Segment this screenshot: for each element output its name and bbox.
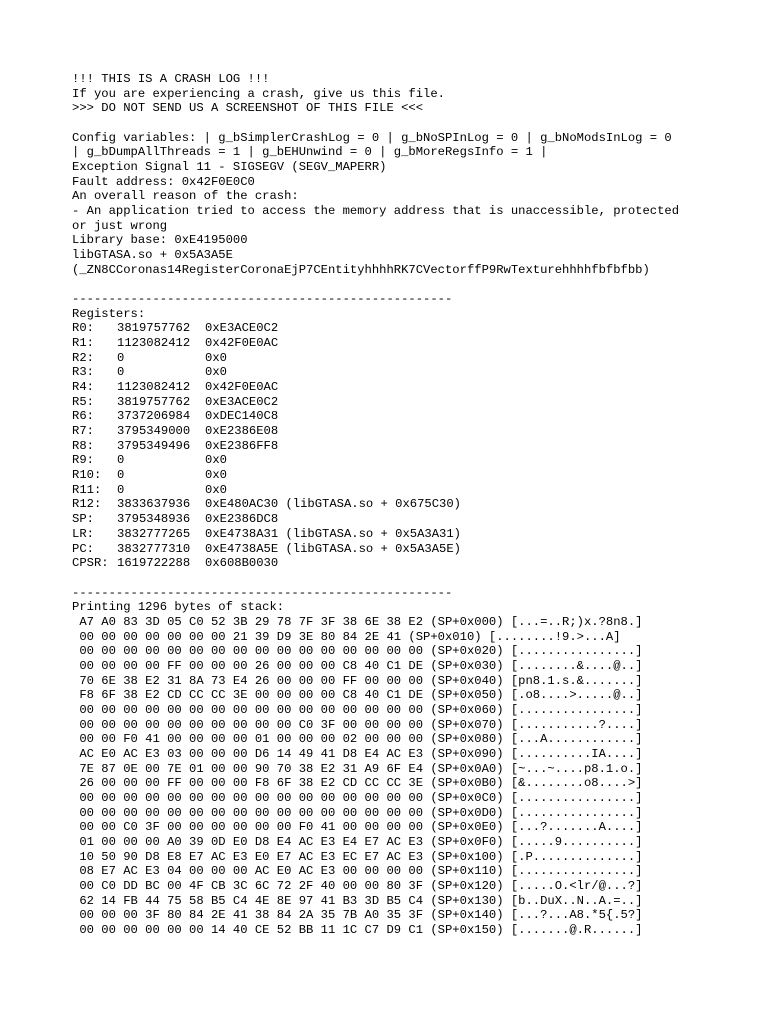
register-decimal-value: 3819757762: [117, 394, 191, 409]
register-hex-value: 0xE4738A31 (libGTASA.so + 0x5A3A31): [205, 526, 461, 541]
register-decimal-value: 0: [117, 350, 125, 365]
stack-dump-row: 00 00 00 00 00 00 00 00 00 00 00 00 00 00 00 00 (SP+0x060) [................]: [72, 702, 643, 717]
stack-dump-row: 08 E7 AC E3 04 00 00 00 AC E0 AC E3 00 00 00 00 (SP+0x110) [................]: [72, 864, 643, 879]
stack-title: Printing 1296 bytes of stack:: [72, 600, 285, 615]
register-decimal-value: 3832777310: [117, 541, 191, 556]
register-name: LR:: [72, 526, 94, 541]
exception-signal: Exception Signal 11 - SIGSEGV (SEGV_MAPERR): [72, 160, 387, 175]
register-decimal-value: 1619722288: [117, 556, 191, 571]
register-name: R11:: [72, 482, 102, 497]
register-decimal-value: 3737206984: [117, 409, 191, 424]
register-row: [72, 395, 762, 410]
register-name: R8:: [72, 438, 94, 453]
register-name: R0:: [72, 321, 94, 336]
register-hex-value: 0xE480AC30 (libGTASA.so + 0x675C30): [205, 497, 461, 512]
register-row: [72, 556, 762, 571]
stack-dump-row: 70 6E 38 E2 31 8A 73 E4 26 00 00 00 FF 00 00 00 (SP+0x040) [pn8.1.s.&.......]: [72, 673, 643, 688]
spacer: [72, 571, 762, 586]
register-row: [72, 336, 762, 351]
section-divider: ----------------------------------------------------: [72, 585, 453, 600]
crash-log-banner: !!! THIS IS A CRASH LOG !!!: [72, 72, 270, 86]
section-divider: ----------------------------------------------------: [72, 292, 453, 307]
register-name: R10:: [72, 468, 102, 483]
stack-dump: [72, 615, 762, 938]
register-decimal-value: 3833637936: [117, 497, 191, 512]
stack-dump-row: AC E0 AC E3 03 00 00 00 D6 14 49 41 D8 E4 AC E3 (SP+0x090) [..........IA....]: [72, 746, 643, 761]
register-hex-value: 0x42F0E0AC: [205, 380, 279, 395]
crash-reason-line2: or just wrong: [72, 218, 168, 233]
register-decimal-value: 1123082412: [117, 336, 191, 351]
register-row: [72, 321, 762, 336]
crash-reason-line1: - An application tried to access the memory address that is unaccessible, protected: [72, 204, 680, 219]
crash-log-document: [72, 72, 762, 938]
register-hex-value: 0xE4738A5E (libGTASA.so + 0x5A3A5E): [205, 541, 461, 556]
stack-dump-row: 62 14 FB 44 75 58 B5 C4 4E 8E 97 41 B3 3D B5 C4 (SP+0x130) [b..DuX..N..A.=..]: [72, 893, 643, 908]
register-hex-value: 0x0: [205, 482, 227, 497]
stack-dump-row: 00 00 00 00 00 00 00 00 00 00 00 00 00 00 00 00 (SP+0x0D0) [................]: [72, 805, 643, 820]
register-hex-value: 0xE3ACE0C2: [205, 394, 279, 409]
stack-dump-row: 00 00 00 00 00 00 00 21 39 D9 3E 80 84 2E 41 (SP+0x010) [........!9.>...A]: [72, 629, 621, 644]
register-row: [72, 512, 762, 527]
register-hex-value: 0x0: [205, 365, 227, 380]
config-variables-line2: | g_bDumpAllThreads = 1 | g_bEHUnwind = 0 | g_bMoreRegsInfo = 1 |: [72, 145, 548, 160]
register-decimal-value: 0: [117, 482, 125, 497]
stack-dump-row: 00 00 00 00 00 00 00 00 00 00 C0 3F 00 00 00 00 (SP+0x070) [...........?....]: [72, 717, 643, 732]
crash-reason-title: An overall reason of the crash:: [72, 189, 299, 204]
registers-list: [72, 321, 762, 570]
stack-dump-row: 26 00 00 00 FF 00 00 00 F8 6F 38 E2 CD CC CC 3E (SP+0x0B0) [&........o8....>]: [72, 776, 643, 791]
register-row: [72, 497, 762, 512]
register-decimal-value: 3795348936: [117, 512, 191, 527]
screenshot-warning: >>> DO NOT SEND US A SCREENSHOT OF THIS FILE <<<: [72, 101, 424, 116]
stack-dump-row: 00 00 00 00 00 00 00 00 00 00 00 00 00 00 00 00 (SP+0x020) [................]: [72, 644, 643, 659]
register-decimal-value: 3795349000: [117, 424, 191, 439]
register-name: SP:: [72, 512, 94, 527]
library-base: Library base: 0xE4195000: [72, 233, 248, 248]
stack-dump-row: 00 00 00 3F 80 84 2E 41 38 84 2A 35 7B A0 35 3F (SP+0x140) [...?...A8.*5{.5?]: [72, 908, 643, 923]
stack-dump-row: F8 6F 38 E2 CD CC CC 3E 00 00 00 00 C8 40 C1 DE (SP+0x050) [.o8....>.....@..]: [72, 688, 643, 703]
register-hex-value: 0x0: [205, 350, 227, 365]
register-decimal-value: 3819757762: [117, 321, 191, 336]
crash-symbol: (_ZN8CCoronas14RegisterCoronaEjP7CEntityhhhhRK7CVectorffP9RwTexturehhhhfbfbfbb): [72, 262, 650, 277]
stack-dump-row: 00 00 F0 41 00 00 00 00 01 00 00 00 02 00 00 00 (SP+0x080) [...A............]: [72, 732, 643, 747]
register-row: [72, 527, 762, 542]
register-row: [72, 365, 762, 380]
register-row: [72, 380, 762, 395]
register-name: R7:: [72, 424, 94, 439]
config-variables-line1: Config variables: | g_bSimplerCrashLog = 0 | g_bNoSPInLog = 0 | g_bNoModsInLog = 0: [72, 130, 672, 145]
spacer: [72, 116, 762, 131]
register-decimal-value: 3795349496: [117, 438, 191, 453]
crash-instructions: If you are experiencing a crash, give us this file.: [72, 86, 445, 101]
register-hex-value: 0xE3ACE0C2: [205, 321, 279, 336]
stack-dump-row: 7E 87 0E 00 7E 01 00 00 90 70 38 E2 31 A9 6F E4 (SP+0x0A0) [~...~....p8.1.o.]: [72, 761, 643, 776]
stack-dump-row: 00 00 00 00 00 00 14 40 CE 52 BB 11 1C C7 D9 C1 (SP+0x150) [.......@.R......]: [72, 922, 643, 937]
register-decimal-value: 3832777265: [117, 526, 191, 541]
register-row: [72, 351, 762, 366]
register-name: R5:: [72, 394, 94, 409]
library-offset: libGTASA.so + 0x5A3A5E: [72, 248, 233, 263]
registers-title: Registers:: [72, 306, 146, 321]
register-row: [72, 453, 762, 468]
register-hex-value: 0x0: [205, 453, 227, 468]
stack-dump-row: 00 00 00 00 00 00 00 00 00 00 00 00 00 00 00 00 (SP+0x0C0) [................]: [72, 790, 643, 805]
spacer: [72, 277, 762, 292]
register-decimal-value: 1123082412: [117, 380, 191, 395]
register-name: R1:: [72, 336, 94, 351]
stack-dump-row: A7 A0 83 3D 05 C0 52 3B 29 78 7F 3F 38 6E 38 E2 (SP+0x000) [...=..R;)x.?8n8.]: [72, 614, 643, 629]
register-row: [72, 439, 762, 454]
register-decimal-value: 0: [117, 468, 125, 483]
register-hex-value: 0xDEC140C8: [205, 409, 279, 424]
register-hex-value: 0xE2386FF8: [205, 438, 279, 453]
register-row: [72, 424, 762, 439]
stack-dump-row: 00 00 00 00 FF 00 00 00 26 00 00 00 C8 40 C1 DE (SP+0x030) [........&....@..]: [72, 658, 643, 673]
register-hex-value: 0x0: [205, 468, 227, 483]
register-name: R12:: [72, 497, 102, 512]
register-row: [72, 468, 762, 483]
stack-dump-row: 00 C0 DD BC 00 4F CB 3C 6C 72 2F 40 00 00 80 3F (SP+0x120) [.....O.<lr/@...?]: [72, 878, 643, 893]
register-hex-value: 0xE2386E08: [205, 424, 279, 439]
stack-dump-row: 01 00 00 00 A0 39 0D E0 D8 E4 AC E3 E4 E7 AC E3 (SP+0x0F0) [.....9..........]: [72, 834, 643, 849]
register-name: R3:: [72, 365, 94, 380]
register-name: R4:: [72, 380, 94, 395]
register-decimal-value: 0: [117, 453, 125, 468]
register-decimal-value: 0: [117, 365, 125, 380]
register-name: CPSR:: [72, 556, 109, 571]
register-name: PC:: [72, 541, 94, 556]
register-name: R6:: [72, 409, 94, 424]
register-row: [72, 409, 762, 424]
register-hex-value: 0x42F0E0AC: [205, 336, 279, 351]
register-row: [72, 483, 762, 498]
register-name: R2:: [72, 350, 94, 365]
stack-dump-row: 10 50 90 D8 E8 E7 AC E3 E0 E7 AC E3 EC E7 AC E3 (SP+0x100) [.P..............]: [72, 849, 643, 864]
register-row: [72, 542, 762, 557]
fault-address: Fault address: 0x42F0E0C0: [72, 174, 255, 189]
register-hex-value: 0xE2386DC8: [205, 512, 279, 527]
register-name: R9:: [72, 453, 94, 468]
register-hex-value: 0x608B0030: [205, 556, 279, 571]
stack-dump-row: 00 00 C0 3F 00 00 00 00 00 00 F0 41 00 00 00 00 (SP+0x0E0) [...?.......A....]: [72, 820, 643, 835]
